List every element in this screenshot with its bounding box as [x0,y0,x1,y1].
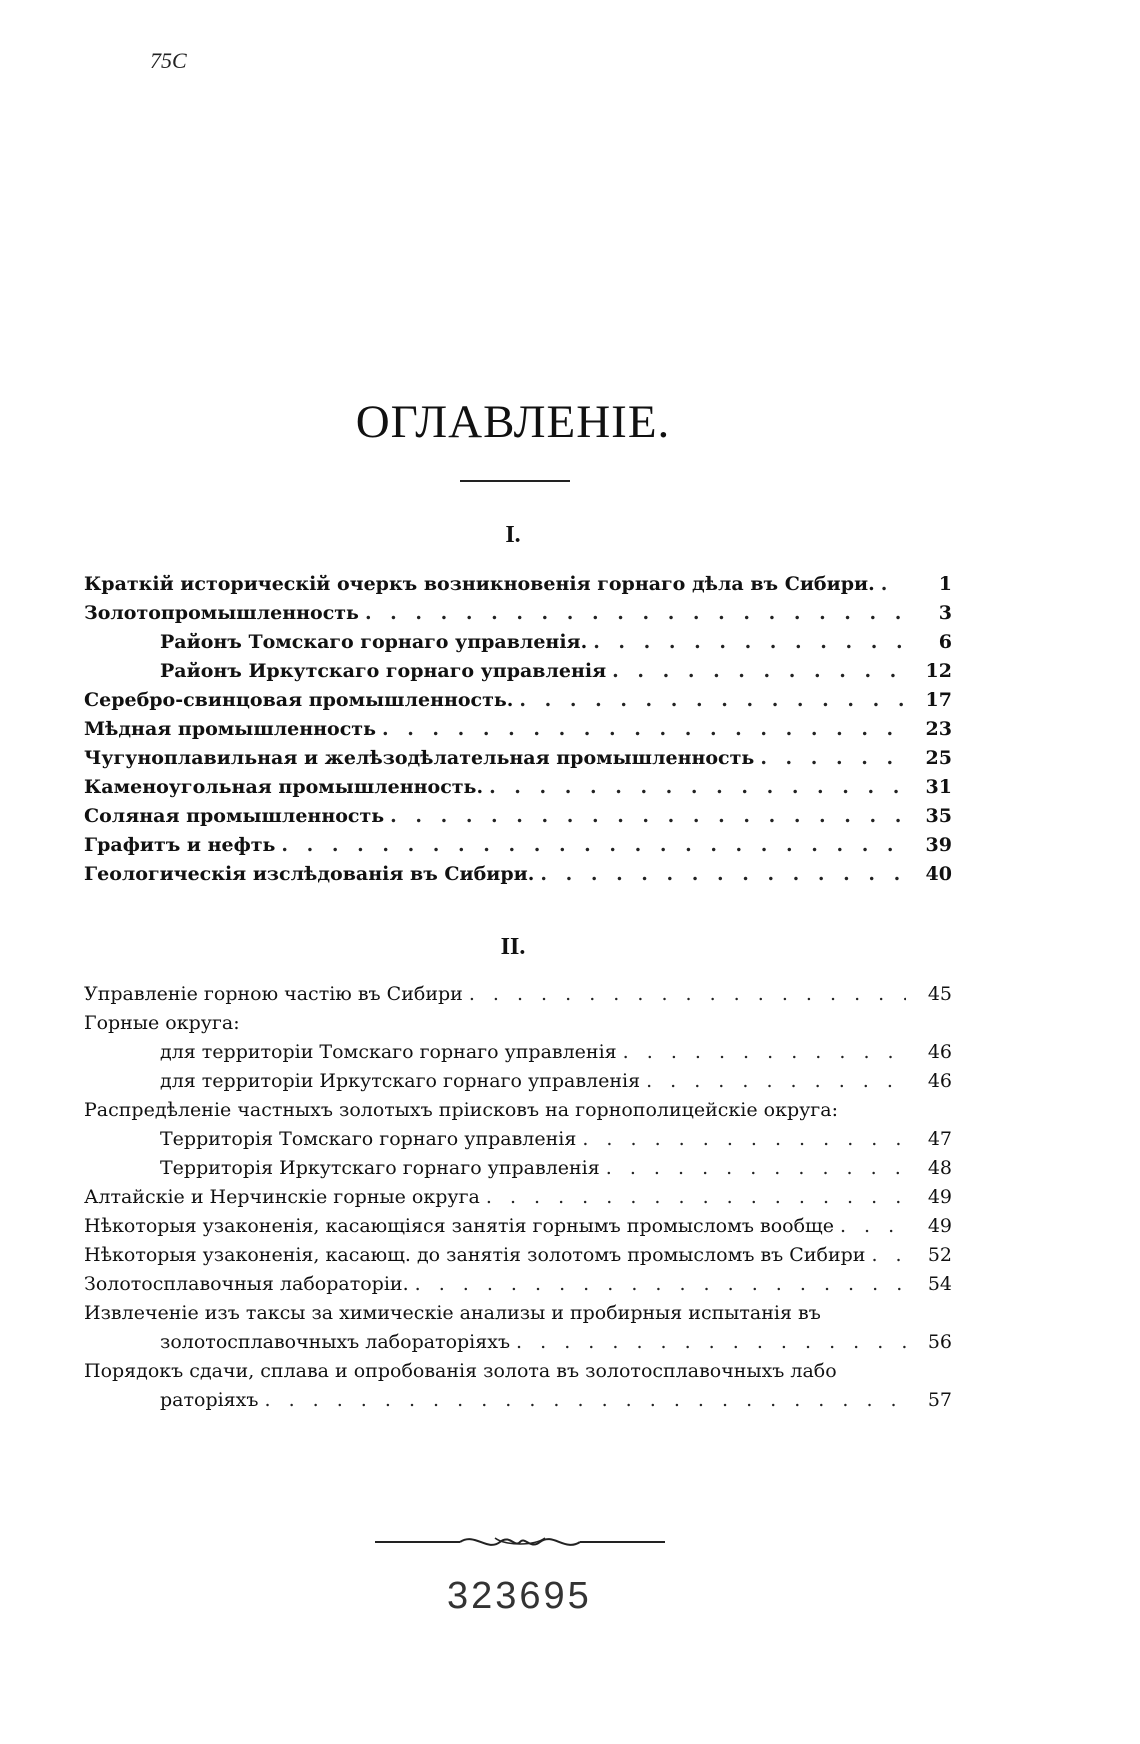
toc-entry-label: Каменоугольная промышленность. [84,776,484,798]
toc-entry [84,1212,952,1241]
toc-entry [84,1386,952,1415]
dot-leader [623,1038,906,1067]
toc-entry-label: для территоріи Томскаго горнаго управленія [160,1041,617,1063]
toc-entry [84,980,952,1009]
dot-leader [516,1328,906,1357]
toc-entry [84,802,952,831]
toc-entry-label: Управленіе горною частію въ Сибири [84,983,463,1005]
toc-entry [84,1009,952,1038]
toc-entry-page: 35 [925,805,952,827]
toc-entry-page: 39 [925,834,952,856]
toc-entry-page: 56 [927,1331,952,1353]
toc-entry-label: Горные округа: [84,1012,240,1034]
toc-entry-page: 46 [927,1041,952,1063]
toc-entry-page: 25 [925,747,952,769]
toc-entry [84,1357,952,1386]
toc-entry [84,1154,952,1183]
toc-entry-page: 54 [927,1273,952,1295]
toc-entry [84,1241,952,1270]
library-stamp-number: 323695 [447,1575,592,1617]
toc-entry [84,773,952,802]
dot-leader [519,686,906,715]
dot-leader [540,860,906,889]
toc-entry [84,744,952,773]
toc-entry-label: Золотопромышленность [84,602,359,624]
dot-leader [760,744,906,773]
section-2-heading: II. [500,934,526,960]
toc-entry-label: Чугуноплавильная и желѣзодѣлательная промышленность [84,747,755,769]
toc-entry-label: Распредѣленіе частныхъ золотыхъ пріисковъ на горнополицейскіе округа: [84,1099,838,1121]
toc-entry-page: 6 [938,631,952,653]
toc-entry-page: 52 [927,1244,952,1266]
toc-entry [84,570,952,599]
toc-entry [84,686,952,715]
toc-entry [84,657,952,686]
dot-leader [281,831,906,860]
toc-entry [84,1096,952,1125]
toc-entry-page: 12 [925,660,952,682]
toc-entry [84,715,952,744]
toc-entry-label: Соляная промышленность [84,805,385,827]
toc-entry-label: Алтайскіе и Нерчинскіе горные округа [84,1186,480,1208]
toc-entry-page: 57 [927,1389,952,1411]
toc-entry [84,1299,952,1328]
toc-entry-page: 45 [927,983,952,1005]
dot-leader [840,1212,906,1241]
toc-entry-page: 31 [925,776,952,798]
dot-leader [606,1154,906,1183]
toc-entry-label: Районъ Иркутскаго горнаго управленія [160,660,607,682]
toc-entry-page: 47 [927,1128,952,1150]
toc-entry [84,1038,952,1067]
toc-entry-label: Серебро-свинцовая промышленность. [84,689,514,711]
section-2-toc [84,980,952,1415]
toc-entry [84,1270,952,1299]
toc-entry-label: Геологическія изслѣдованія въ Сибири. [84,863,535,885]
dot-leader [382,715,906,744]
dot-leader [489,773,906,802]
dot-leader [612,657,906,686]
dot-leader [365,599,906,628]
section-1-toc [84,570,952,889]
dot-leader [486,1183,906,1212]
dot-leader [264,1386,906,1415]
toc-entry-page: 17 [925,689,952,711]
toc-entry-label: Нѣкоторыя узаконенія, касающіяся занятія горнымъ промысломъ вообще [84,1215,834,1237]
toc-entry-label: Золотосплавочныя лабораторіи. [84,1273,409,1295]
toc-entry [84,831,952,860]
toc-entry-label: Порядокъ сдачи, сплава и опробованія золота въ золотосплавочныхъ лабо [84,1360,837,1382]
ornament-divider [375,1530,665,1554]
toc-entry [84,599,952,628]
toc-entry-page: 23 [925,718,952,740]
toc-entry-label: Районъ Томскаго горнаго управленія. [160,631,588,653]
toc-entry-label: для территоріи Иркутскаго горнаго управленія [160,1070,641,1092]
toc-entry-label: раторіяхъ [160,1389,259,1411]
dot-leader [582,1125,906,1154]
page-title: ОГЛАВЛЕНІЕ. [355,396,671,448]
section-1-heading: I. [505,522,521,548]
dot-leader [469,980,906,1009]
dot-leader [415,1270,906,1299]
toc-entry [84,1328,952,1357]
toc-entry-label: Краткій историческій очеркъ возникновенія горнаго дѣла въ Сибири. [84,573,875,595]
toc-entry-label: Извлеченіе изъ таксы за химическіе анализы и пробирныя испытанія въ [84,1302,821,1324]
dot-leader [390,802,906,831]
title-rule [460,480,570,482]
toc-entry-page: 1 [938,573,952,595]
toc-entry-label: Мѣдная промышленность [84,718,376,740]
dot-leader [871,1241,906,1270]
toc-entry [84,860,952,889]
dot-leader [881,570,906,599]
toc-entry [84,1067,952,1096]
toc-entry-page: 46 [927,1070,952,1092]
toc-entry-label: Территорія Иркутскаго горнаго управленія [160,1157,600,1179]
toc-entry-label: Территорія Томскаго горнаго управленія [160,1128,577,1150]
toc-entry-page: 49 [927,1186,952,1208]
toc-entry [84,628,952,657]
dot-leader [593,628,906,657]
toc-entry-page: 3 [938,602,952,624]
toc-entry [84,1125,952,1154]
toc-entry [84,1183,952,1212]
toc-entry-label: золотосплавочныхъ лабораторіяхъ [160,1331,511,1353]
dot-leader [646,1067,906,1096]
toc-entry-page: 49 [927,1215,952,1237]
toc-entry-label: Графитъ и нефть [84,834,276,856]
toc-entry-page: 40 [925,863,952,885]
toc-entry-page: 48 [927,1157,952,1179]
handwritten-mark: 75C [150,48,187,73]
toc-entry-label: Нѣкоторыя узаконенія, касающ. до занятія золотомъ промысломъ въ Сибири [84,1244,866,1266]
